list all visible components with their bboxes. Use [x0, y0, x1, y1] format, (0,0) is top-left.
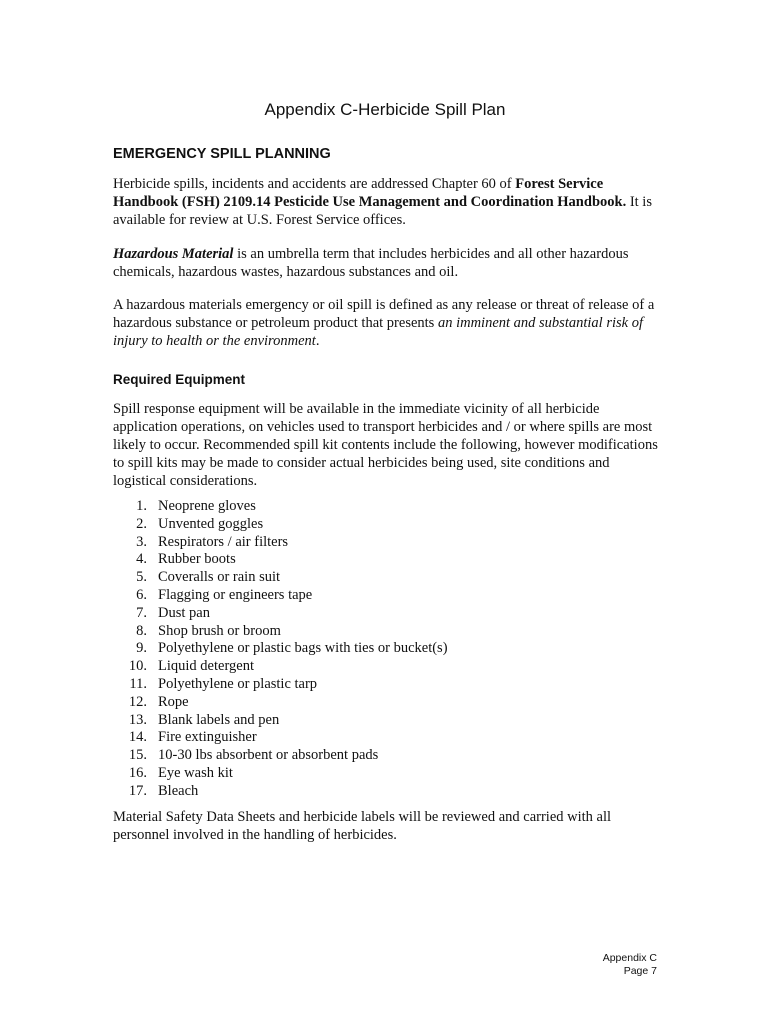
list-item — [113, 694, 448, 712]
list-item-number: 9. — [136, 640, 147, 657]
list-item-number: 4. — [136, 551, 147, 568]
list-item — [113, 729, 448, 747]
list-item-number: 11. — [129, 675, 147, 692]
list-item-number: 5. — [136, 569, 147, 586]
list-item-text: Fire extinguisher — [158, 729, 257, 746]
list-item-number: 7. — [136, 604, 147, 621]
list-item — [113, 498, 448, 516]
paragraph-text: Herbicide spills, incidents and accidents are addressed Chapter 60 of — [113, 176, 516, 192]
footer-page-number: Page 7 — [623, 965, 657, 977]
list-item — [113, 712, 448, 730]
list-item-number: 10. — [128, 658, 147, 675]
list-item-text: Rubber boots — [158, 551, 236, 568]
list-item — [113, 569, 448, 587]
paragraph-msds: Material Safety Data Sheets and herbicide labels will be reviewed and carried with all personnel involved in the handling of herbicides. — [113, 809, 612, 843]
list-item-text: 10-30 lbs absorbent or absorbent pads — [158, 747, 379, 764]
list-item-text: Neoprene gloves — [158, 498, 256, 514]
list-item — [113, 623, 448, 641]
list-item-text: Liquid detergent — [158, 658, 254, 675]
list-item-number: 14. — [128, 729, 147, 746]
section-heading: EMERGENCY SPILL PLANNING — [113, 146, 331, 162]
paragraph-hazardous-material — [113, 245, 658, 281]
list-item — [113, 516, 448, 534]
paragraph-spill-definition — [113, 296, 658, 350]
list-item — [113, 551, 448, 569]
list-item-number: 8. — [136, 622, 147, 639]
list-item — [113, 765, 448, 783]
list-item-text: Polyethylene or plastic tarp — [158, 675, 318, 692]
term-hazardous-material: Hazardous Material — [113, 246, 234, 262]
paragraph-fsh-reference — [113, 175, 658, 229]
paragraph-text: A hazardous materials emergency or oil spill is defined as any release or threat of release of a hazardous substance or petroleum product that presents — [113, 297, 655, 331]
list-item-text: Blank labels and pen — [158, 711, 280, 728]
list-item — [113, 640, 448, 658]
list-item — [113, 783, 448, 801]
page-title: Appendix C-Herbicide Spill Plan — [264, 100, 506, 119]
page-footer — [603, 952, 657, 978]
list-item-text: Dust pan — [158, 604, 210, 621]
paragraph-text: . — [315, 333, 320, 349]
emphasis-risk: an imminent and substantial risk of injury to health or the environment — [113, 315, 643, 349]
paragraph-equipment-intro: Spill response equipment will be available in the immediate vicinity of all herbicide application operations, on vehicles used to transport herbicides and / or where spills are most likely to occur. Recommended spill kit contents include the following, however modifications to spill kits may be made to consider actual herbicides being used, site conditions and logistical considerations. — [113, 401, 658, 489]
list-item — [113, 658, 448, 676]
list-item-number: 13. — [128, 711, 147, 728]
list-item-text: Coveralls or rain suit — [158, 569, 281, 586]
paragraph-text: It is available for review at U.S. Forest Service offices. — [113, 194, 652, 228]
list-item-number: 3. — [136, 533, 147, 550]
list-item — [113, 747, 448, 765]
list-item-text: Rope — [158, 693, 189, 710]
handbook-title: Forest Service Handbook (FSH) 2109.14 Pesticide Use Management and Coordination Handbook. — [113, 176, 627, 210]
list-item-text: Bleach — [158, 782, 199, 799]
list-item-number: 2. — [136, 515, 147, 532]
list-item-text: Polyethylene or plastic bags with ties or bucket(s) — [158, 640, 448, 657]
paragraph-text: is an umbrella term that includes herbicides and all other hazardous chemicals, hazardous wastes, hazardous substances and oil. — [113, 246, 629, 280]
list-item-text: Respirators / air filters — [158, 533, 289, 550]
list-item-text: Unvented goggles — [158, 515, 264, 532]
equipment-list — [113, 498, 448, 801]
footer-appendix-label: Appendix C — [602, 952, 657, 964]
list-item-number: 16. — [128, 764, 147, 781]
list-item — [113, 587, 448, 605]
list-item-number: 6. — [136, 586, 147, 603]
list-item-text: Shop brush or broom — [158, 622, 281, 639]
list-item — [113, 605, 448, 623]
list-item — [113, 676, 448, 694]
list-item-number: 17. — [128, 782, 147, 799]
list-item-number: 15. — [128, 747, 147, 764]
subheading-required-equipment: Required Equipment — [113, 372, 246, 387]
list-item-number: 12. — [128, 693, 147, 710]
list-item-text: Flagging or engineers tape — [158, 586, 313, 603]
list-item-number: 1. — [136, 498, 147, 514]
list-item-text: Eye wash kit — [158, 764, 233, 781]
list-item — [113, 534, 448, 552]
